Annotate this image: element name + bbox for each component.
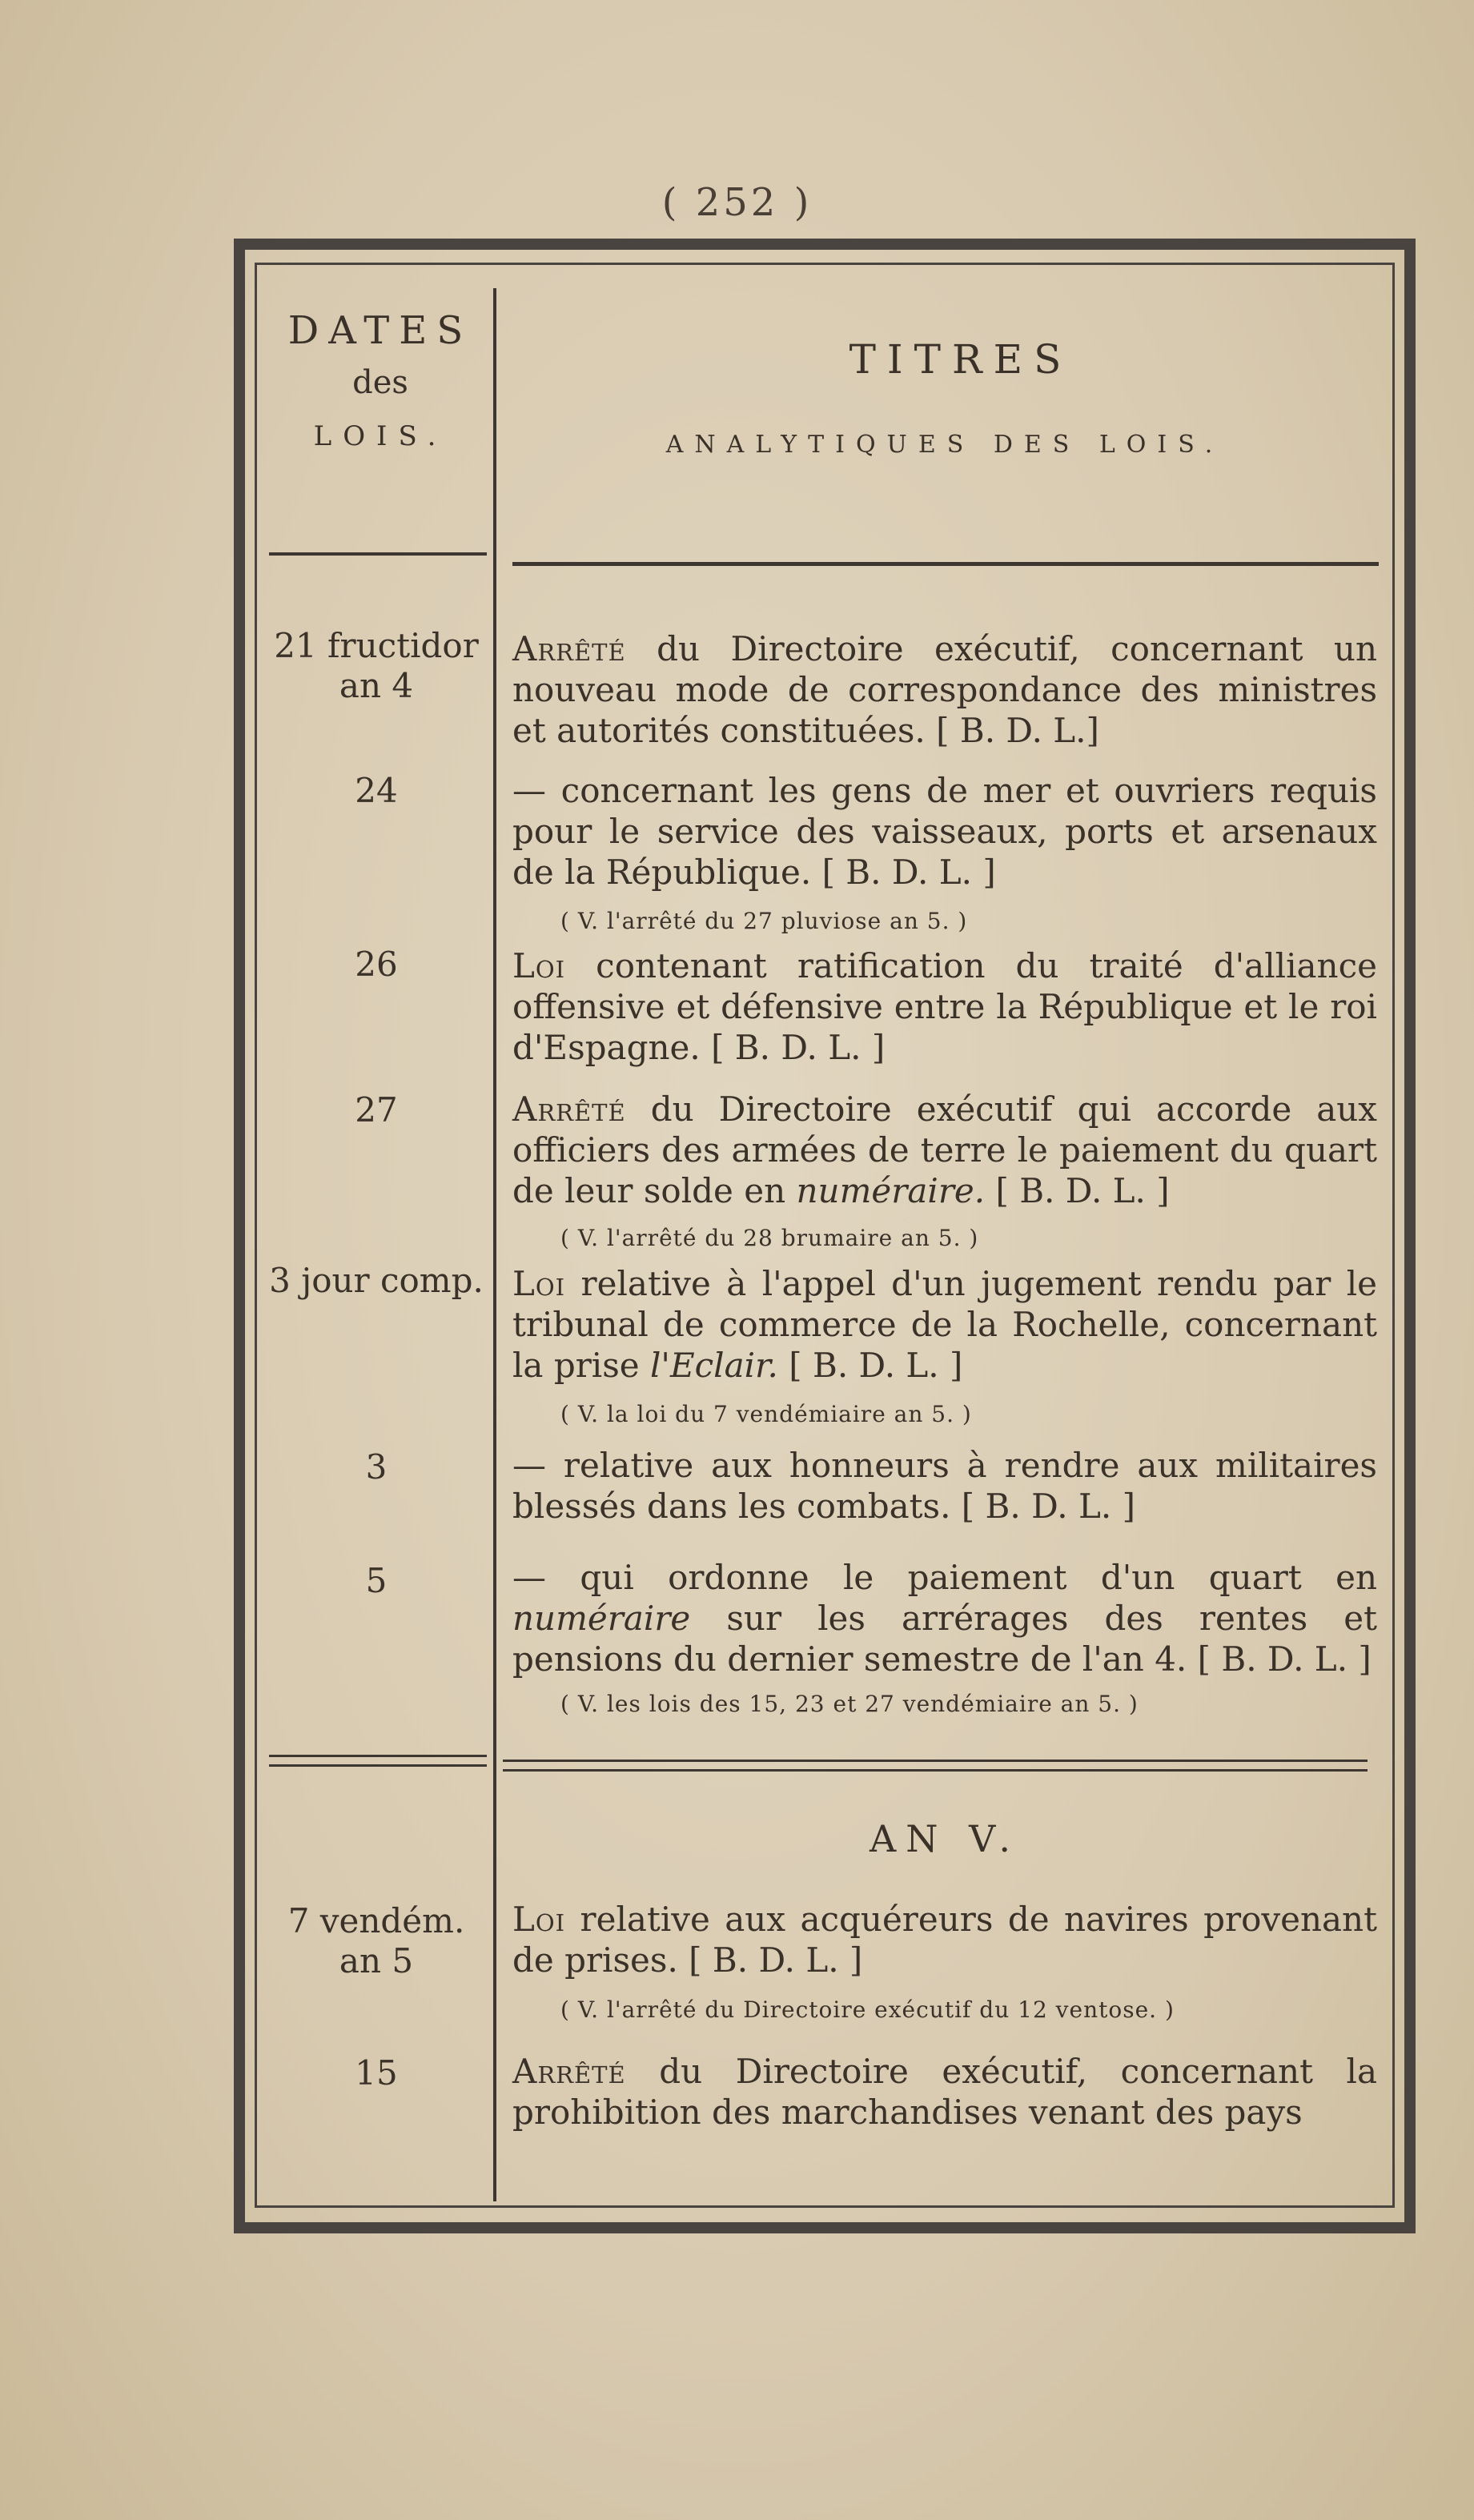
entry-date: 27 [355,1090,398,1130]
entry-lead: — [512,1446,546,1485]
entry-text: Loi relative aux acquéreurs de navires provenant de prises. [ B. D. L. ] [512,1900,1377,1980]
entry-reference: ( V. la loi du 7 vendémiaire an 5. ) [560,1401,972,1427]
section-rule-right-b [503,1769,1368,1772]
entry-text: — relative aux honneurs à rendre aux militaires blessés dans les combats. [ B. D. L. ] [512,1446,1377,1526]
entry-text: — concernant les gens de mer et ouvriers requis pour le service des vaisseaux, ports et arsenaux de la République. [ B. D. L. ] [512,771,1377,892]
entry-lead: Loi [512,946,566,985]
section-rule-left-b [269,1764,487,1767]
section-rule-right-a [503,1760,1368,1762]
entry-lead: Arrêté [512,629,626,668]
entry-date: 24 [355,771,398,810]
entry-reference: ( V. les lois des 15, 23 et 27 vendémiaire an 5. ) [560,1691,1139,1717]
entry-text: Loi contenant ratification du traité d'alliance offensive et défensive entre la République et le roi d'Espagne. [ B. D. L. ] [512,946,1377,1067]
entry-date: 7 vendém. an 5 [287,1901,465,1980]
entry-lead: Loi [512,1264,566,1303]
entry-reference: ( V. l'arrêté du Directoire exécutif du 12 ventose. ) [560,1996,1175,2023]
entry-text: Loi relative à l'appel d'un jugement rendu par le tribunal de commerce de la Rochelle, concernant la prise l'Eclair. [ B. D. L. ] [512,1264,1377,1385]
entry-date: 15 [355,2053,398,2093]
entry-text: Arrêté du Directoire exécutif, concernant un nouveau mode de correspondance des ministres et autorités constituées. [ B. D. L.] [512,629,1377,750]
header-rule-right [512,562,1379,566]
entry-lead: Arrêté [512,2052,626,2091]
entry-reference: ( V. l'arrêté du 28 brumaire an 5. ) [560,1225,979,1251]
header-analytiques: ANALYTIQUES DES LOIS. [665,431,1224,459]
section-rule-left-a [269,1755,487,1757]
entry-lead: — [512,771,546,810]
entry-reference: ( V. l'arrêté du 27 pluviose an 5. ) [560,908,968,934]
entry-lead: Arrêté [512,1089,626,1129]
page-number: ( 252 ) [661,180,813,225]
entry-text: — qui ordonne le paiement d'un quart en numéraire sur les arrérages des rentes et pensions du dernier semestre de l'an 4. [ B. D. L. ] [512,1558,1377,1679]
titles-column-header [504,336,1385,459]
entry-date: 3 [365,1447,388,1487]
entry-date: 5 [365,1561,388,1600]
header-dates: DATES [287,308,473,353]
dates-column-header [264,308,496,452]
section-title: AN V. [870,1817,1020,1860]
header-des: des [352,364,408,401]
header-titres: TITRES [849,336,1073,383]
entry-lead: — [512,1558,546,1597]
entry-text: Arrêté du Directoire exécutif qui accorde aux officiers des armées de terre le paiement du quart de leur solde en numéraire. [ B. D. L. ] [512,1089,1377,1210]
header-lois: LOIS. [313,420,448,452]
entry-date: 26 [355,945,398,984]
entry-text: Arrêté du Directoire exécutif, concernant la prohibition des marchandises venant des pays [512,2052,1377,2132]
entry-date: 3 jour comp. [269,1261,484,1300]
entry-date: 21 fructidor an 4 [274,626,479,705]
entry-lead: Loi [512,1900,566,1939]
header-rule-left [269,552,487,556]
